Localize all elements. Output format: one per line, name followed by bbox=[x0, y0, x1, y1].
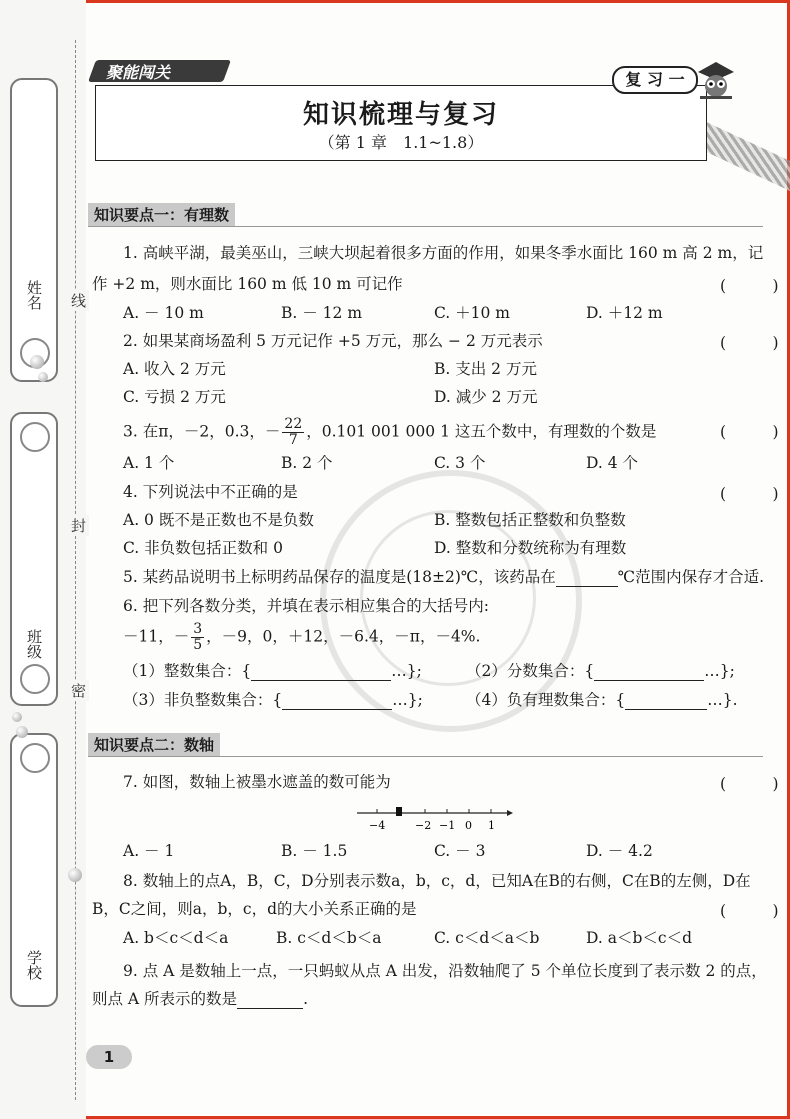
q7-stem: 7. 如图，数轴上被墨水遮盖的数可能为 bbox=[123, 773, 391, 791]
answer-paren[interactable]: ( ) bbox=[720, 334, 779, 352]
q6-set-fractions bbox=[466, 661, 735, 681]
cut-line bbox=[75, 40, 76, 1100]
q8-line2: B，C之间，则a，b，c，d的大小关系正确的是 bbox=[92, 900, 417, 918]
section-heading-numberline: 知识要点二：数轴 bbox=[88, 733, 220, 757]
tick-label: 0 bbox=[465, 819, 472, 832]
q6-set-neg-rationals bbox=[466, 690, 738, 710]
ring-decoration bbox=[20, 422, 50, 452]
q7-number-line-figure bbox=[355, 804, 515, 834]
q5-text-a: 5. 某药品说明书上标明药品保存的温度是(18±2)℃，该药品在 bbox=[123, 568, 556, 586]
q7-option-b: B. － 1.5 bbox=[281, 842, 348, 860]
q3-stem-b: ，0.101 001 000 1 这五个数中，有理数的个数是 bbox=[306, 422, 657, 441]
q6-set2-blank[interactable] bbox=[594, 664, 704, 681]
q4-option-a: A. 0 既不是正数也不是负数 bbox=[123, 511, 314, 529]
q4-option-d: D. 整数和分数统称为有理数 bbox=[434, 539, 627, 557]
brand-logo bbox=[92, 56, 232, 86]
q1-option-b: B. － 12 m bbox=[281, 304, 363, 322]
q5-text-b: ℃范围内保存才合适. bbox=[617, 568, 765, 586]
ring-decoration bbox=[20, 743, 50, 773]
bead-decoration bbox=[16, 726, 28, 738]
cut-mark-xian: 线 bbox=[68, 290, 89, 311]
tick-label: 1 bbox=[488, 819, 495, 832]
q2-option-d: D. 减少 2 万元 bbox=[434, 388, 538, 406]
q3-stem-a: 3. 在π，－2，0.3，－ bbox=[123, 422, 281, 441]
q8-option-c: C. c＜d＜a＜b bbox=[434, 929, 540, 947]
section-rule bbox=[88, 226, 763, 227]
ring-decoration bbox=[20, 664, 50, 694]
q6-set2-label: （2）分数集合：{ bbox=[466, 662, 595, 680]
q6-number-list bbox=[123, 622, 480, 653]
ink-blot bbox=[396, 807, 402, 816]
bead-decoration bbox=[38, 372, 48, 382]
name-label: 姓名 bbox=[25, 280, 43, 310]
q8-option-d: D. a＜b＜c＜d bbox=[586, 929, 692, 947]
q5-line bbox=[123, 567, 764, 587]
tick-label: −1 bbox=[439, 819, 456, 832]
q6-set3-end: …}; bbox=[392, 691, 423, 709]
school-field-box[interactable] bbox=[10, 733, 58, 1007]
binding-margin bbox=[0, 0, 86, 1119]
section-rule bbox=[88, 756, 763, 757]
q9-text: 则点 A 所表示的数是 bbox=[92, 990, 238, 1008]
q6-list-b: ，－9，0，＋12，－6.4，－π，－4%. bbox=[206, 627, 481, 646]
q4-stem: 4. 下列说法中不正确的是 bbox=[123, 483, 298, 501]
q6-set3-blank[interactable] bbox=[282, 693, 392, 710]
q7-option-c: C. － 3 bbox=[434, 842, 486, 860]
name-field-box[interactable] bbox=[10, 78, 58, 382]
answer-paren[interactable]: ( ) bbox=[720, 775, 779, 793]
cut-mark-feng: 封 bbox=[68, 515, 89, 536]
q4-option-b: B. 整数包括正整数和负整数 bbox=[434, 511, 626, 529]
q9-answer-blank[interactable] bbox=[237, 992, 303, 1009]
q6-set4-label: （4）负有理数集合：{ bbox=[466, 691, 626, 709]
q6-set3-label: （3）非负整数集合：{ bbox=[123, 691, 283, 709]
q6-set4-end: …}. bbox=[707, 691, 738, 709]
bead-decoration bbox=[12, 712, 22, 722]
section-heading-rational: 知识要点一：有理数 bbox=[88, 203, 235, 227]
page-number: 1 bbox=[86, 1045, 132, 1069]
answer-paren[interactable]: ( ) bbox=[720, 277, 779, 295]
cut-mark-mi: 密 bbox=[68, 680, 89, 701]
owl-mascot-icon bbox=[694, 58, 738, 102]
q6-set-nonneg-integers bbox=[123, 690, 423, 710]
q1-line2: 作 +2 m，则水面比 160 m 低 10 m 可记作 bbox=[92, 275, 403, 293]
q6-set2-end: …}; bbox=[704, 662, 735, 680]
q1-line1: 1. 高峡平湖，最美巫山，三峡大坝起着很多方面的作用，如果冬季水面比 160 m 高 2 m，记 bbox=[123, 244, 764, 262]
q1-option-d: D. ＋12 m bbox=[586, 304, 663, 322]
q8-option-a: A. b＜c＜d＜a bbox=[123, 929, 229, 947]
q2-option-c: C. 亏损 2 万元 bbox=[123, 388, 226, 406]
q6-frac-denominator: 5 bbox=[193, 637, 203, 653]
bead-decoration bbox=[68, 868, 82, 882]
q7-option-d: D. － 4.2 bbox=[586, 842, 653, 860]
page-subtitle: （第 1 章 1.1~1.8） bbox=[318, 133, 484, 152]
q6-frac-numerator: 3 bbox=[193, 621, 203, 637]
answer-paren[interactable]: ( ) bbox=[720, 485, 779, 503]
q9-line2: 则点 A 所表示的数是 . bbox=[92, 990, 308, 1008]
tick-label: −4 bbox=[369, 819, 386, 832]
page-title: 知识梳理与复习 bbox=[302, 100, 499, 130]
review-badge: 复 习 一 bbox=[612, 66, 698, 94]
q8-line1: 8. 数轴上的点A，B，C，D分别表示数a，b，c，d，已知A在B的右侧，C在B的左侧，D在 bbox=[123, 872, 751, 890]
q5-answer-blank[interactable] bbox=[556, 570, 618, 587]
q3-option-d: D. 4 个 bbox=[586, 454, 639, 472]
answer-paren[interactable]: ( ) bbox=[720, 902, 779, 920]
q6-set1-blank[interactable] bbox=[251, 664, 391, 681]
q3-fraction bbox=[282, 417, 304, 448]
answer-paren[interactable]: ( ) bbox=[720, 423, 779, 441]
q3-option-a: A. 1 个 bbox=[123, 454, 175, 472]
q1-option-a: A. － 10 m bbox=[123, 304, 204, 322]
q6-set1-label: （1）整数集合：{ bbox=[123, 662, 252, 680]
q3-option-c: C. 3 个 bbox=[434, 454, 486, 472]
q6-list-a: －11，－ bbox=[123, 627, 190, 646]
q3-frac-denominator: 7 bbox=[288, 432, 298, 448]
q2-stem: 2. 如果某商场盈利 5 万元记作 +5 万元，那么 − 2 万元表示 bbox=[123, 332, 543, 350]
q6-set1-end: …}; bbox=[391, 662, 422, 680]
q6-fraction bbox=[191, 622, 204, 653]
q2-option-a: A. 收入 2 万元 bbox=[123, 360, 226, 378]
q2-option-b: B. 支出 2 万元 bbox=[434, 360, 537, 378]
q9-line1: 9. 点 A 是数轴上一点，一只蚂蚁从点 A 出发，沿数轴爬了 5 个单位长度到了表示数 2 的点， bbox=[123, 962, 767, 980]
bead-decoration bbox=[30, 355, 44, 369]
school-label: 学校 bbox=[25, 950, 43, 980]
q6-stem: 6. 把下列各数分类，并填在表示相应集合的大括号内: bbox=[123, 597, 489, 615]
q8-option-b: B. c＜d＜b＜a bbox=[276, 929, 382, 947]
class-label: 班级 bbox=[25, 629, 43, 659]
q6-set-integers bbox=[123, 661, 422, 681]
class-field-box[interactable] bbox=[10, 412, 58, 706]
q3-stem bbox=[123, 417, 656, 448]
title-box bbox=[95, 85, 707, 161]
q6-set4-blank[interactable] bbox=[625, 693, 707, 710]
q4-option-c: C. 非负数包括正数和 0 bbox=[123, 539, 283, 557]
brand-text: 聚能闯关 bbox=[106, 63, 171, 82]
q3-frac-numerator: 22 bbox=[284, 416, 303, 432]
tick-label: −2 bbox=[415, 819, 432, 832]
q7-option-a: A. － 1 bbox=[123, 842, 175, 860]
q3-option-b: B. 2 个 bbox=[281, 454, 333, 472]
q1-option-c: C. ＋10 m bbox=[434, 304, 511, 322]
